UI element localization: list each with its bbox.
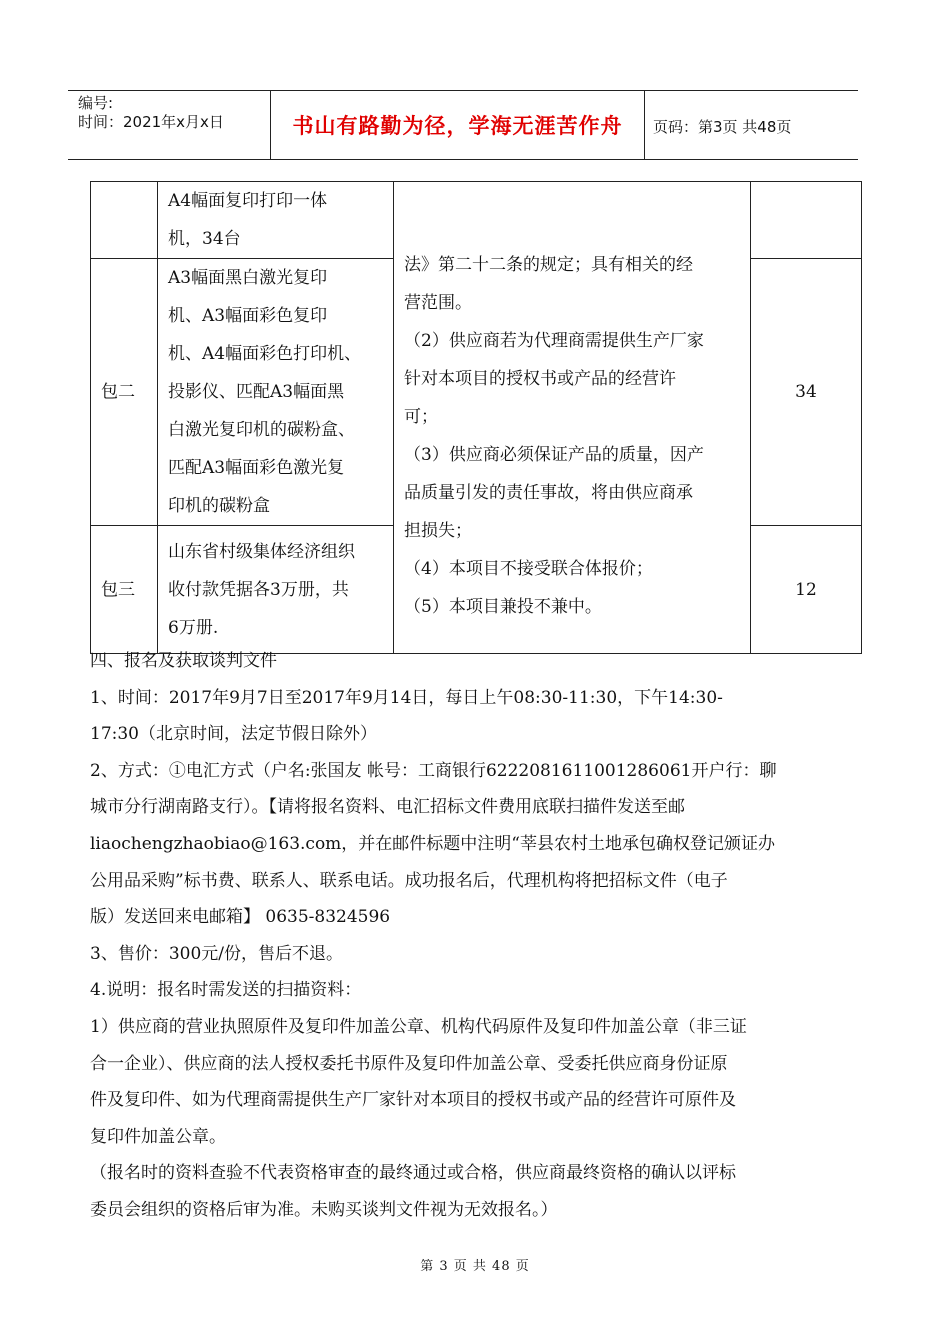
header-page-label: 页码：第3页 共48页 — [653, 118, 792, 136]
item-line: 山东省村级集体经济组织 — [168, 541, 355, 562]
requirement-line: 营范围。 — [404, 293, 472, 313]
email-line: liaochengzhaobiao@163.com，并在邮件标题中注明“莘县农村土地承包确权登记颁证办 — [90, 833, 775, 854]
requirement-line: 法》第二十二条的规定；具有相关的经 — [404, 255, 693, 275]
page-header — [68, 90, 858, 160]
item-line: 机、A4幅面彩色打印机、 — [168, 344, 362, 364]
requirement-line: （2）供应商若为代理商需提供生产厂家 — [404, 331, 704, 351]
item-line: 机、A3幅面彩色复印 — [168, 306, 328, 326]
requirement-line: （4）本项目不接受联合体报价； — [404, 559, 653, 579]
header-meta — [78, 94, 224, 132]
quantity-cell — [751, 182, 862, 259]
body-line: 2、方式：①电汇方式（户名:张国友 帐号：工商银行6222081611001286061开户行：聊 — [90, 760, 777, 781]
requirement-line: 品质量引发的责任事故，将由供应商承 — [404, 483, 693, 503]
item-line: 收付款凭据各3万册，共 — [168, 579, 349, 600]
number-label: 编号: — [78, 94, 114, 112]
body-line: 公用品采购”标书费、联系人、联系电话。成功报名后，代理机构将把招标文件（电子 — [90, 870, 728, 891]
body-line: 委员会组织的资格后审为准。未购买谈判文件视为无效报名。） — [90, 1199, 558, 1220]
body-line: 1、时间：2017年9月7日至2017年9月14日，每日上午08:30-11:30，下午14:30- — [90, 687, 723, 708]
time-label: 时间：2021年x月x日 — [78, 113, 224, 131]
item-line: A4幅面复印打印一体 — [168, 191, 328, 211]
item-line: 投影仪、匹配A3幅面黑 — [168, 382, 345, 402]
package-cell: 包三 — [91, 526, 158, 654]
requirement-line: 担损失； — [404, 521, 472, 541]
item-cell — [158, 526, 394, 654]
registration-section — [90, 643, 835, 1229]
body-line: （报名时的资料查验不代表资格审查的最终通过或合格，供应商最终资格的确认以评标 — [90, 1163, 736, 1184]
package-cell — [91, 182, 158, 259]
package-cell: 包二 — [91, 259, 158, 526]
requirement-line: （3）供应商必须保证产品的质量，因产 — [404, 445, 704, 465]
item-cell — [158, 182, 394, 259]
requirements-cell — [394, 182, 751, 654]
item-line: 机，34台 — [168, 229, 241, 249]
section-heading: 四、报名及获取谈判文件 — [90, 651, 277, 671]
table-row — [91, 182, 862, 259]
body-line: 合一企业）、供应商的法人授权委托书原件及复印件加盖公章、受委托供应商身份证原 — [90, 1053, 728, 1074]
page-footer: 第 3 页 共 48 页 — [420, 1259, 530, 1274]
body-line: 17:30（北京时间，法定节假日除外） — [90, 724, 377, 745]
requirement-line: 针对本项目的授权书或产品的经营许 — [404, 369, 676, 389]
requirement-line: 可； — [404, 407, 438, 427]
procurement-table — [90, 181, 862, 654]
quantity-cell: 12 — [751, 526, 862, 654]
item-line: 白激光复印机的碳粉盒、 — [168, 420, 355, 440]
header-motto: 书山有路勤为径，学海无涯苦作舟 — [270, 91, 645, 159]
body-line: 3、售价：300元/份，售后不退。 — [90, 943, 343, 964]
body-line: 1）供应商的营业执照原件及复印件加盖公章、机构代码原件及复印件加盖公章（非三证 — [90, 1016, 747, 1037]
item-cell — [158, 259, 394, 526]
body-line: 城市分行湖南路支行）。【请将报名资料、电汇招标文件费用底联扫描件发送至邮 — [90, 797, 685, 818]
body-line: 件及复印件、如为代理商需提供生产厂家针对本项目的授权书或产品的经营许可原件及 — [90, 1090, 736, 1111]
body-line: 版）发送回来电邮箱】 0635-8324596 — [90, 907, 391, 928]
item-line: 印机的碳粉盒 — [168, 496, 270, 516]
quantity-cell: 34 — [751, 259, 862, 526]
item-line: 匹配A3幅面彩色激光复 — [168, 458, 345, 478]
body-line: 复印件加盖公章。 — [90, 1126, 226, 1147]
body-line: 4.说明：报名时需发送的扫描资料： — [90, 980, 362, 1001]
item-line: 6万册. — [168, 617, 219, 638]
requirement-line: （5）本项目兼投不兼中。 — [404, 597, 602, 617]
item-line: A3幅面黑白激光复印 — [168, 268, 328, 288]
